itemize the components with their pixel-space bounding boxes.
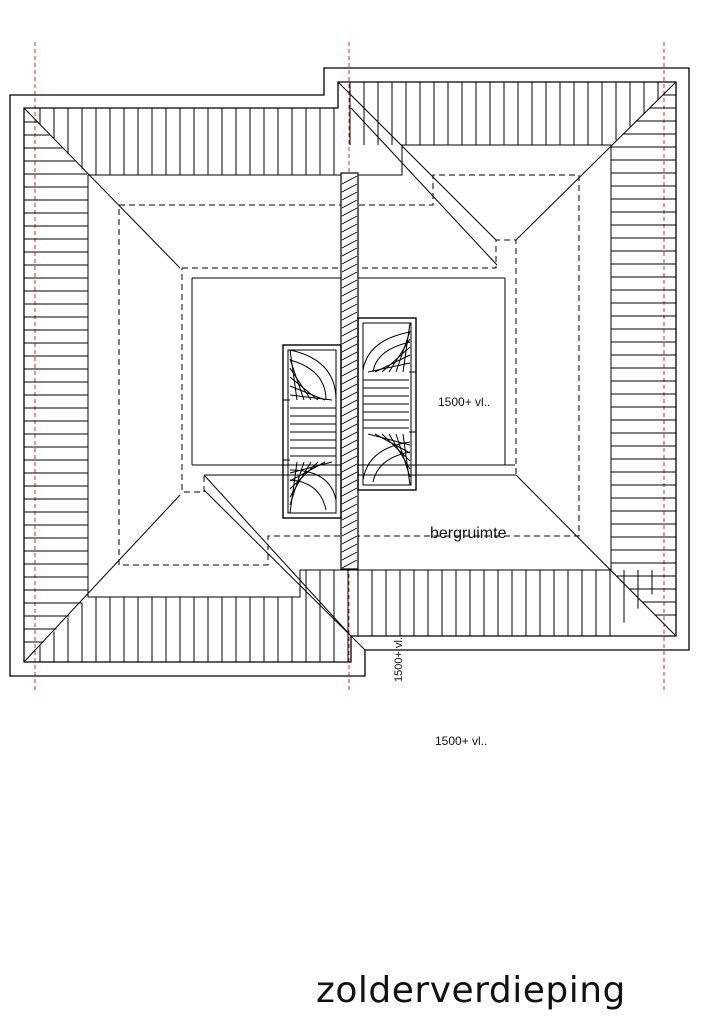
valley-line [351,108,497,265]
storage-label: bergruimte [430,525,507,542]
hip-line [24,108,180,268]
stair-tread [382,434,410,461]
chimney-wall [341,173,358,569]
height-label-vertical: 1500+ vl.. [393,633,405,682]
hip-line [516,82,676,240]
floor-title: zolderverdieping [316,970,626,1011]
hip-line [24,495,180,662]
staircase-right [358,318,416,490]
stair-tread [290,462,304,505]
valley-line [338,82,496,240]
height-label-right: 1500+ vl.. [438,395,491,409]
stair-tread [290,386,325,400]
staircase-left [283,345,341,518]
height-label-bottom: 1500+ vl.. [435,734,488,748]
